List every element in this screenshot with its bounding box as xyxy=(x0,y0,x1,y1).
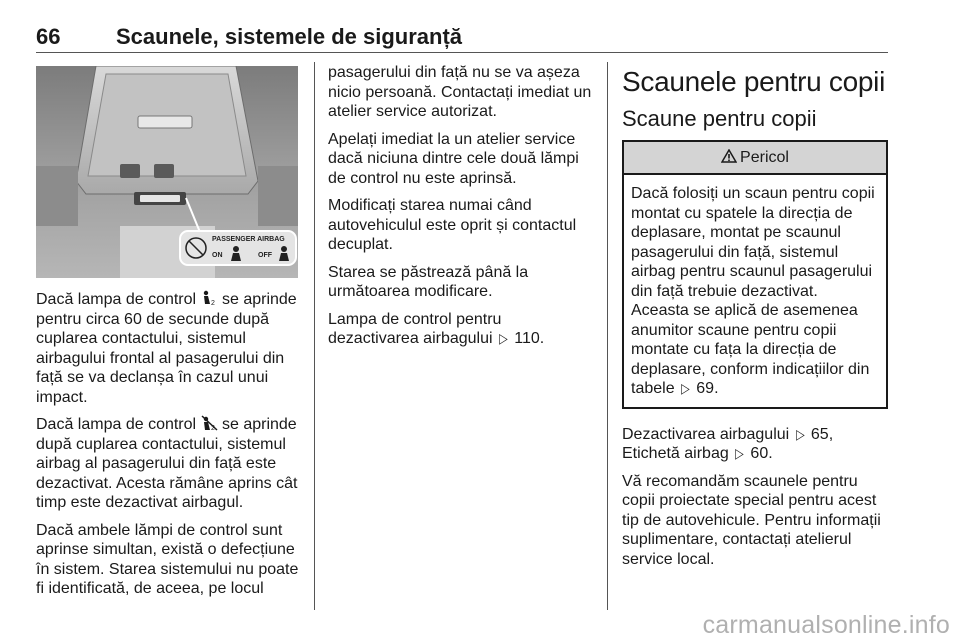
warning-text-2 xyxy=(631,301,879,399)
badge-on-label: ON xyxy=(212,252,223,259)
warning-body xyxy=(624,175,886,407)
svg-text:2: 2 xyxy=(210,425,215,431)
page-number: 66 xyxy=(36,24,61,49)
page-link-65[interactable]: 65, xyxy=(810,425,834,443)
badge-off-label: OFF xyxy=(258,252,272,259)
text-segment: Dacă lampa de control xyxy=(36,291,201,308)
text-segment: Aceasta se aplică de asemenea anumitor scaune pentru copii montate cu fața la direcția de deplasare, conform indicațiilor din tabele xyxy=(631,302,870,397)
paragraph-modify-status: Modificați starea numai când autovehiculul este oprit și contactul decuplat. xyxy=(328,197,577,253)
subsection-heading: Scaune pentru copii xyxy=(622,106,817,131)
paragraph-continued: pasagerului din față nu se va așeza nicio persoană. Contactați imediat un atelier service autorizat. xyxy=(328,64,592,120)
text-segment: se aprinde pentru circa 60 de secunde după cuplarea contactului, sistemul airbagului frontal al pasagerului din față se va declanșa în cazul unui impact. xyxy=(36,291,297,406)
page-reference-arrow-icon: ▷ xyxy=(795,425,805,442)
text-segment: Dacă lampa de control xyxy=(36,416,201,433)
page-link-60[interactable]: 60. xyxy=(750,445,773,462)
badge-title: PASSENGER AIRBAG xyxy=(212,236,285,243)
paragraph-airbag-on xyxy=(36,290,302,407)
section-heading: Scaunele pentru copii xyxy=(622,66,885,97)
page-reference-arrow-icon: ▷ xyxy=(681,380,690,396)
header-rule xyxy=(36,52,888,53)
overhead-console-illustration xyxy=(36,66,298,278)
reference-airbag-label xyxy=(622,444,888,464)
text-segment: Dezactivarea airbagului xyxy=(622,425,794,443)
page-link-69[interactable]: 69. xyxy=(696,380,719,397)
column-divider-2 xyxy=(607,62,608,610)
warning-triangle-icon xyxy=(721,149,737,163)
warning-title: Pericol xyxy=(740,149,789,166)
page-reference-arrow-icon: ▷ xyxy=(499,330,508,346)
text-segment: Lampa de control pentru dezactivarea airbagului xyxy=(328,310,502,347)
watermark-url: carmanualsonline.info xyxy=(702,611,950,639)
reference-list xyxy=(622,425,888,464)
paragraph-status-kept: Starea se păstrează până la următoarea modificare. xyxy=(328,263,529,300)
warning-box xyxy=(622,140,888,409)
column-right xyxy=(622,66,888,577)
airbag-off-icon xyxy=(201,415,218,431)
paragraph-no-lamp: Apelați imediat la un atelier service dacă niciuna dintre cele două lămpi de control nu este aprinsă. xyxy=(328,130,579,187)
paragraph-airbag-off xyxy=(36,415,302,513)
page-header xyxy=(36,24,888,52)
page-link-110[interactable]: 110. xyxy=(514,330,545,347)
warning-header xyxy=(624,142,886,175)
text-segment: se aprinde după cuplarea contactului, sistemul airbag al pasagerului din față este dezactivat. Acesta rămâne aprins cât timp este dezactivat airbagul. xyxy=(36,416,298,511)
column-left xyxy=(36,290,302,607)
paragraph-both-lamps: Dacă ambele lămpi de control sunt aprinse simultan, există o defecțiune în sistem. Starea sistemului nu poate fi identificată, de aceea, pe locul xyxy=(36,521,299,597)
paragraph-recommendation: Vă recomandăm scaunele pentru copii proiectate special pentru acest tip de autovehicule. Pentru informații suplimentare, contactați atelierul service local. xyxy=(622,472,881,568)
overhead-console-photo xyxy=(36,66,298,278)
running-title: Scaunele, sistemele de siguranță xyxy=(116,24,463,49)
column-divider-1 xyxy=(314,62,315,610)
page-reference-arrow-icon: ▷ xyxy=(735,445,744,461)
column-middle xyxy=(328,63,596,357)
warning-text-1: Dacă folosiți un scaun pentru copii montat cu spatele la direcția de deplasare, montat pe scaunul pasagerului din față, sistemul airbag pentru scaunul pasagerului din față trebuie dezactivat. xyxy=(631,185,875,300)
paragraph-lamp-ref xyxy=(328,310,596,349)
airbag-on-icon xyxy=(201,290,218,306)
reference-airbag-deactivation xyxy=(622,425,888,445)
text-segment: Etichetă airbag xyxy=(622,445,734,462)
svg-text:2: 2 xyxy=(210,300,215,306)
passenger-airbag-badge xyxy=(180,231,296,265)
